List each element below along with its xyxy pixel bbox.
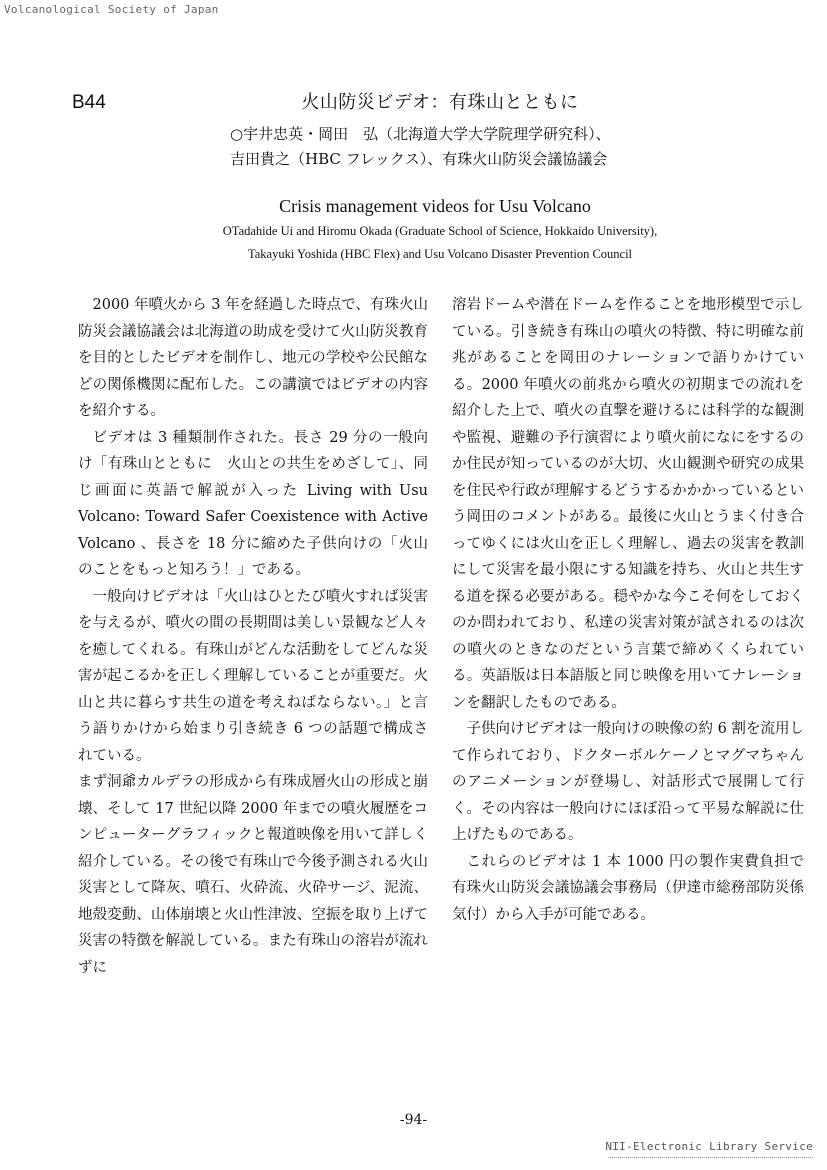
society-header: Volcanological Society of Japan xyxy=(4,3,219,16)
body-right-column xyxy=(452,292,804,928)
footer-divider xyxy=(608,1157,813,1158)
body-paragraph: まず洞爺カルデラの形成から有珠成層火山の形成と崩壊、そして 17 世紀以降 2000 年までの噴火履歴をコンピューターグラフィックと報道映像を用いて詳しく紹介している。その後で有珠山で今後予測される火山災害として降灰、噴石、火砕流、火砕サージ、泥流、地殻変動、山体崩壊と火山性津波、空振を取り上げて災害の特徴を解説している。また有珠山の溶岩が流れずに xyxy=(78,774,428,976)
title-japanese: 火山防災ビデオ：有珠山とともに xyxy=(301,92,579,113)
body-paragraph: 子供向けビデオは一般向けの映像の約 6 割を流用して作られており、ドクターボルケーノとマグマちゃんのアニメーションが登場し、対話形式で展開して行く。その内容は一般向けにほぼ沿って平易な解説に仕上げたものである。 xyxy=(452,721,804,843)
authors-english-line2: Takayuki Yoshida (HBC Flex) and Usu Volcano Disaster Prevention Council xyxy=(247,247,633,261)
authors-japanese-line2: 吉田貴之（HBC フレックス）、有珠火山防災会議協議会 xyxy=(230,150,608,168)
authors-english-line1: OTadahide Ui and Hiromu Okada (Graduate School of Science, Hokkaido University), xyxy=(222,224,658,238)
authors-japanese-line1: ○宇井忠英・岡田 弘（北海道大学大学院理学研究科）、 xyxy=(230,125,611,143)
body-paragraph: 一般向けビデオは「火山はひとたび噴火すれば災害を与えるが、噴火の間の長期間は美しい景観など人々を癒してくれる。有珠山がどんな活動をしてどんな災害が起こるかを正しく理解していることが重要だ。火山と共に暮らす共生の道を考えねばならない。」と言う語りかけから始まり引き続き 6 つの話題で構成されている。 xyxy=(78,588,428,764)
body-left-column xyxy=(78,292,428,981)
body-paragraph: 溶岩ドームや潜在ドームを作ることを地形模型で示している。引き続き有珠山の噴火の特徴、特に明確な前兆があることを岡田のナレーションで語りかけている。2000 年噴火の前兆から噴火の初期までの流れを紹介した上で、噴火の直撃を避けるには科学的な観測や監視、避難の予行演習により噴火前になにをするのか住民が知っているのが大切、火山観測や研究の成果を住民や行政が理解するどうするかかかっているという岡田のコメントがある。最後に火山とうまく付き合ってゆくには火山を正しく理解し、過去の災害を教訓にして災害を最小限にする知識を持ち、火山と共生する道を探る必要がある。穏やかな今こそ何をしておくのか問われており、私達の災害対策が試されるのは次の噴火のときなのだという言葉で締めくくられている。英語版は日本語版と同じ映像を用いてナレーションを翻訳したものである。 xyxy=(452,297,804,711)
body-paragraph: 2000 年噴火から 3 年を経過した時点で、有珠火山防災会議協議会は北海道の助成を受けて火山防災教育を目的としたビデオを制作し、地元の学校や公民館などの関係機関に配布した。この講演ではビデオの内容を紹介する。 xyxy=(78,297,428,419)
authors-japanese xyxy=(230,122,690,172)
paper-code: B44 xyxy=(72,92,106,113)
page-number: -94- xyxy=(399,1112,428,1128)
library-footer: NII-Electronic Library Service xyxy=(605,1140,813,1153)
title-english: Crisis management videos for Usu Volcano xyxy=(279,196,591,216)
body-paragraph: これらのビデオは 1 本 1000 円の製作実費負担で有珠火山防災会議協議会事務局（伊達市総務部防災係気付）から入手が可能である。 xyxy=(452,853,804,923)
authors-english xyxy=(160,220,720,266)
body-paragraph: ビデオは 3 種類制作された。長さ 29 分の一般向け「有珠山とともに 火山との共生をめざして」、同じ画面に英語で解説が入った Living with Usu Volcano: Toward Safer Coexistence with Active Volcano 、長さを 18 分に縮めた子供向けの「火山のことをもっと知ろう！」である。 xyxy=(78,429,428,578)
